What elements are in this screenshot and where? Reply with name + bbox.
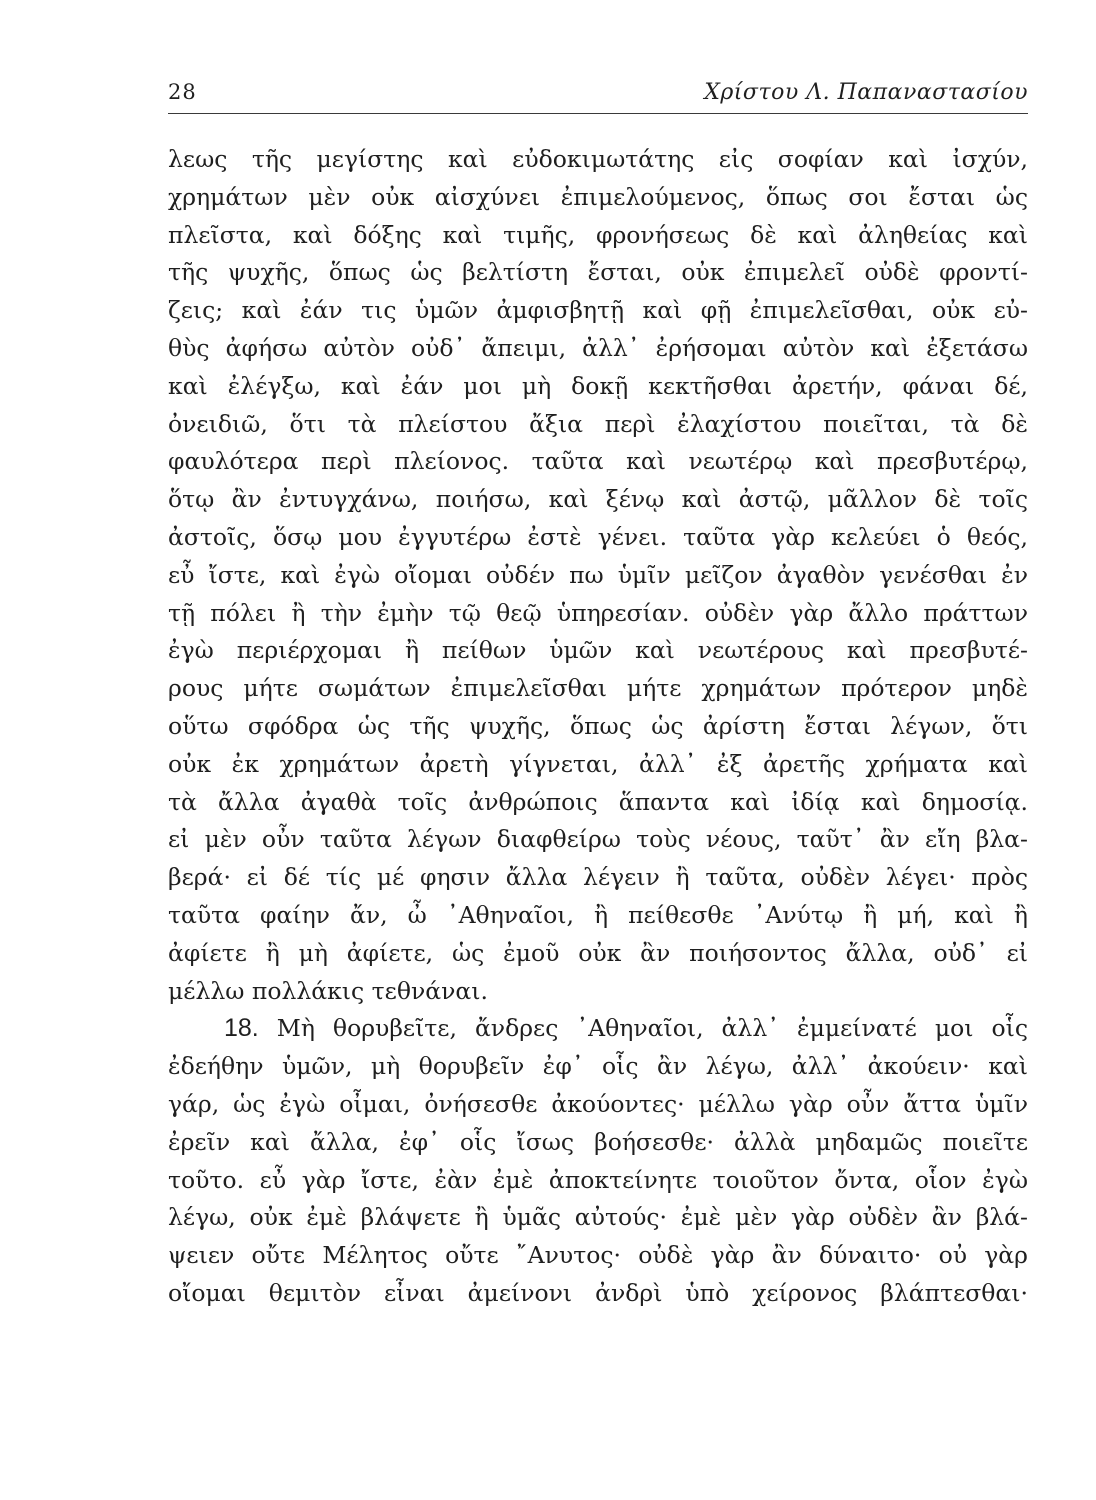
text-line: ταῦτα φαίην ἄν, ὦ ᾿Αθηναῖοι, ἢ πείθεσθε ᾿Ανύτῳ ἢ μή, καὶ ἢ [168,900,1028,929]
text-line: ὅτῳ ἂν ἐντυγχάνω, ποιήσω, καὶ ξένῳ καὶ ἀστῷ, μᾶλλον δὲ τοῖς [168,485,1028,514]
text-line: τὰ ἄλλα ἀγαθὰ τοῖς ἀνθρώποις ἅπαντα καὶ ἰδίᾳ καὶ δημοσίᾳ. [168,787,1028,816]
text-line: οἴομαι θεμιτὸν εἶναι ἀμείνονι ἀνδρὶ ὑπὸ χείρονος βλάπτεσθαι· [168,1278,1028,1307]
text-line: ὀνειδιῶ, ὅτι τὰ πλείστου ἄξια περὶ ἐλαχίστου ποιεῖται, τὰ δὲ [168,409,1028,438]
text-line: τοῦτο. εὖ γὰρ ἴστε, ἐὰν ἐμὲ ἀποκτείνητε τοιοῦτον ὄντα, οἷον ἐγὼ [168,1165,1028,1194]
body-text [168,141,1028,1313]
text-line: βερά· εἰ δέ τίς μέ φησιν ἄλλα λέγειν ἢ ταῦτα, οὐδὲν λέγει· πρὸς [168,863,1028,892]
text-line: ψειεν οὔτε Μέλητος οὔτε ῎Ανυτος· οὐδὲ γὰρ ἂν δύναιτο· οὐ γὰρ [168,1241,1028,1270]
text-line: ρους μήτε σωμάτων ἐπιμελεῖσθαι μήτε χρημάτων πρότερον μηδὲ [168,674,1028,703]
text-line: ζεις; καὶ ἐάν τις ὑμῶν ἀμφισβητῇ καὶ φῇ ἐπιμελεῖσθαι, οὐκ εὐ- [168,296,1028,325]
text-line: θὺς ἀφήσω αὐτὸν οὐδ᾿ ἄπειμι, ἀλλ᾿ ἐρήσομαι αὐτὸν καὶ ἐξετάσω [168,333,1028,362]
text-line: ἀστοῖς, ὅσῳ μου ἐγγυτέρω ἐστὲ γένει. ταῦτα γὰρ κελεύει ὁ θεός, [168,522,1028,551]
text-line: ἀφίετε ἢ μὴ ἀφίετε, ὡς ἐμοῦ οὐκ ἂν ποιήσοντος ἄλλα, οὐδ᾿ εἰ [168,938,1028,967]
section-number: 18. [224,1014,259,1043]
text-line: ἐρεῖν καὶ ἄλλα, ἐφ᾿ οἷς ἴσως βοήσεσθε· ἀλλὰ μηδαμῶς ποιεῖτε [168,1127,1028,1156]
header-rule [168,113,1028,114]
text-line: μέλλω πολλάκις τεθνάναι. [168,976,488,1005]
text-line: εὖ ἴστε, καὶ ἐγὼ οἴομαι οὐδέν πω ὑμῖν μεῖζον ἀγαθὸν γενέσθαι ἐν [168,560,1028,589]
text-line: ἐδεήθην ὑμῶν, μὴ θορυβεῖν ἐφ᾿ οἷς ἂν λέγω, ἀλλ᾿ ἀκούειν· καὶ [168,1052,1028,1081]
text-line: οὐκ ἐκ χρημάτων ἀρετὴ γίγνεται, ἀλλ᾿ ἐξ ἀρετῆς χρήματα καὶ [168,749,1028,778]
section-first-line [168,1010,1028,1048]
text-line: τῆς ψυχῆς, ὅπως ὡς βελτίστη ἔσται, οὐκ ἐπιμελεῖ οὐδὲ φροντί- [168,258,1028,287]
text-line: πλεῖστα, καὶ δόξης καὶ τιμῆς, φρονήσεως δὲ καὶ ἀληθείας καὶ [168,220,1028,249]
section-line-text: Μὴ θορυβεῖτε, ἄνδρες ᾿Αθηναῖοι, ἀλλ᾿ ἐμμείνατέ μοι οἷς [276,1014,1028,1043]
text-line: καὶ ἐλέγξω, καὶ ἐάν μοι μὴ δοκῇ κεκτῆσθαι ἀρετήν, φάναι δέ, [168,371,1028,400]
page-header [168,80,1028,110]
text-line: φαυλότερα περὶ πλείονος. ταῦτα καὶ νεωτέρῳ καὶ πρεσβυτέρῳ, [168,447,1028,476]
page-number: 28 [168,80,197,104]
text-line: λέγω, οὐκ ἐμὲ βλάψετε ἢ ὑμᾶς αὐτούς· ἐμὲ μὲν γὰρ οὐδὲν ἂν βλά- [168,1203,1028,1232]
text-line: εἰ μὲν οὖν ταῦτα λέγων διαφθείρω τοὺς νέους, ταῦτ᾿ ἂν εἴη βλα- [168,825,1028,854]
text-line: χρημάτων μὲν οὐκ αἰσχύνει ἐπιμελούμενος, ὅπως σοι ἔσται ὡς [168,182,1028,211]
text-line: λεως τῆς μεγίστης καὶ εὐδοκιμωτάτης εἰς σοφίαν καὶ ἰσχύν, [168,145,1028,173]
text-line: τῇ πόλει ἢ τὴν ἐμὴν τῷ θεῷ ὑπηρεσίαν. οὐδὲν γὰρ ἄλλο πράττων [168,598,1028,627]
text-line: ἐγὼ περιέρχομαι ἢ πείθων ὑμῶν καὶ νεωτέρους καὶ πρεσβυτέ- [168,636,1028,665]
running-head: Χρίστου Λ. Παπαναστασίου [704,80,1028,105]
text-line: οὕτω σφόδρα ὡς τῆς ψυχῆς, ὅπως ὡς ἀρίστη ἔσται λέγων, ὅτι [168,711,1028,740]
text-line: γάρ, ὡς ἐγὼ οἶμαι, ὀνήσεσθε ἀκούοντες· μέλλω γὰρ οὖν ἄττα ὑμῖν [168,1089,1028,1118]
